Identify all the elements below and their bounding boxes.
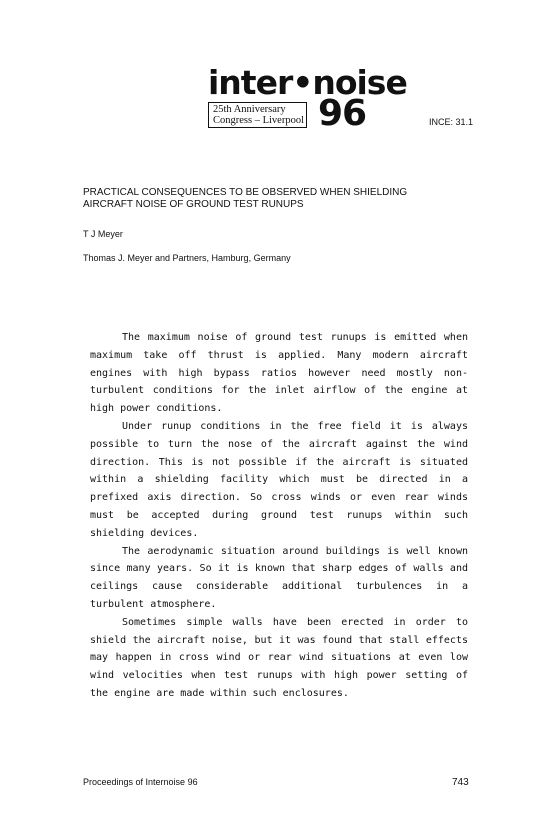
body-paragraph: Sometimes simple walls have been erected in order to shield the aircraft noise, but it was found that stall effects may happen in cross wind or rear wind situations at even low wind velocities when test runups with high power setting of the engine are made within such enclosures. [90,616,468,699]
footer-proceedings: Proceedings of Internoise 96 [83,777,198,787]
page-number: 743 [452,777,469,788]
anniversary-line-1: 25th Anniversary [213,104,286,115]
ince-code: INCE: 31.1 [429,117,474,127]
paper-author: T J Meyer [83,229,123,239]
paper-title [83,187,483,211]
body-paragraph: The maximum noise of ground test runups is emitted when maximum take off thrust is applied. Many modern aircraft engines with high bypass ratios however need mostly non-turbulent conditions for the inlet airflow of the engine at high power conditions. [90,332,468,415]
anniversary-line-2: Congress – Liverpool [213,115,304,126]
body-paragraph: The aerodynamic situation around buildings is well known since many years. So it is known that sharp edges of walls and ceilings cause considerable additional turbulences in a turbulent atmosphere. [90,545,468,610]
conference-year-logo: 96 [318,93,367,134]
paper-affiliation: Thomas J. Meyer and Partners, Hamburg, Germany [83,253,291,263]
body-text [90,329,468,703]
anniversary-box [208,102,307,128]
paper-title-line-1: PRACTICAL CONSEQUENCES TO BE OBSERVED WHEN SHIELDING [83,187,408,198]
body-paragraph: Under runup conditions in the free field it is always possible to turn the nose of the aircraft against the wind direction. This is not possible if the aircraft is situated within a shielding facility which must be directed in a prefixed axis direction. So cross winds or even rear winds must be accepted during ground test runups within such shielding devices. [90,420,468,539]
paper-title-line-2: AIRCRAFT NOISE OF GROUND TEST RUNUPS [83,199,304,210]
conference-logo-wordmark: inter•noise [208,63,407,102]
